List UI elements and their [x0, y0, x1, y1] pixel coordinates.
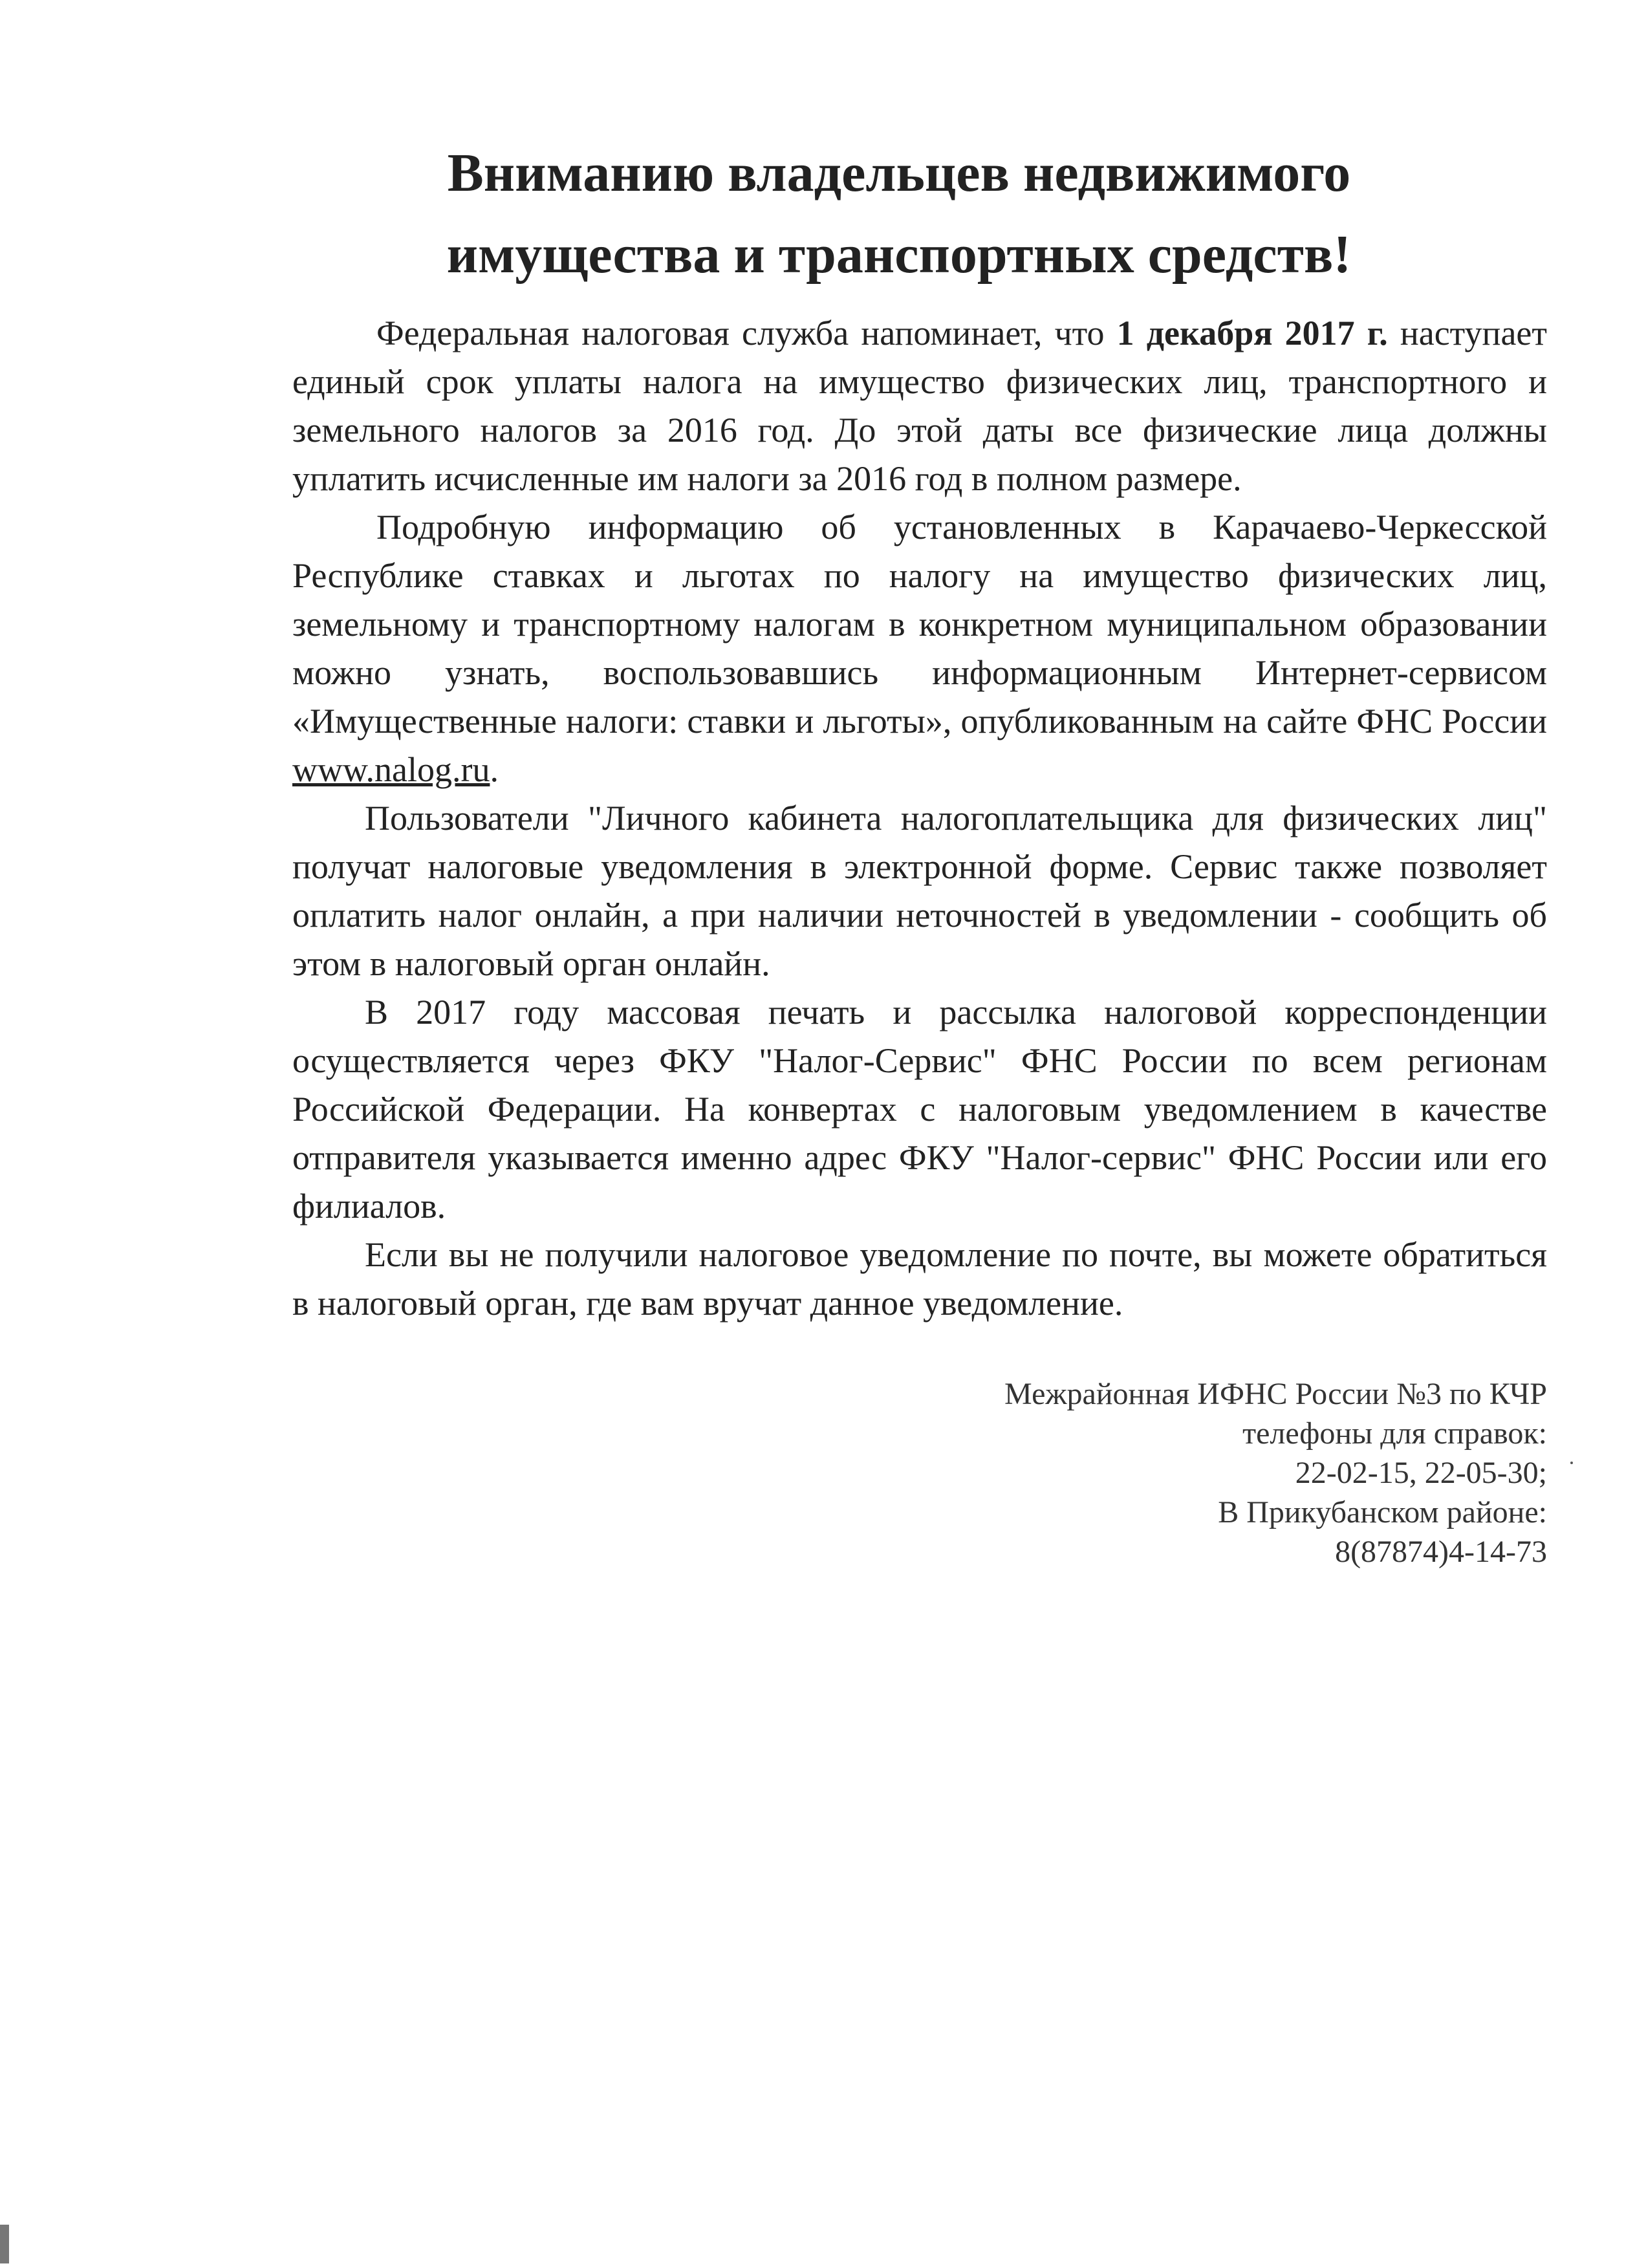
paragraph-personal-cabinet: Пользователи "Личного кабинета налогоплательщика для физических лиц" получат налоговые уведомления в электронной форме. Сервис также позволяет оплатить налог онлайн, а при наличии неточностей в уведомлении - сообщить об этом в налоговый орган онлайн.	[292, 799, 1547, 983]
rates-info-end: .	[490, 750, 499, 789]
title-line-2: имущества и транспортных средств!	[446, 224, 1352, 285]
signature-district-label: В Прикубанском районе:	[1218, 1495, 1547, 1529]
nalog-link[interactable]: www.nalog.ru	[292, 750, 490, 789]
scan-speck	[1570, 1462, 1573, 1464]
scan-edge-mark	[0, 2225, 9, 2263]
rates-info-text: Подробную информацию об установленных в Карачаево-Черкесской Республике ставках и льготах по налогу на имущество физических лиц, земельному и транспортному налогам в конкретном муниципальном образовании можно узнать, воспользовавшись информационным Интернет-сервисом «Имущественные налоги: ставки и льготы», опубликованным на сайте ФНС России	[292, 508, 1547, 740]
deadline-text-start: Федеральная налоговая служба напоминает, что	[376, 314, 1117, 352]
signature-phones: 22-02-15, 22-05-30;	[1295, 1456, 1547, 1490]
paragraph-rates-info	[292, 503, 1547, 794]
title-line-1: Вниманию владельцев недвижимого	[447, 143, 1351, 203]
signature-district-phone: 8(87874)4-14-73	[1335, 1535, 1547, 1569]
paragraph-deadline	[292, 309, 1547, 503]
signature-phones-label: телефоны для справок:	[1242, 1416, 1547, 1451]
deadline-text-end: наступает единый срок уплаты налога на имущество физических лиц, транспортного и земельного налогов за 2016 год. До этой даты все физические лица должны уплатить исчисленные им налоги за 2016 год в полном размере.	[292, 314, 1547, 498]
signature-block	[841, 1374, 1547, 1571]
document-title	[285, 133, 1513, 296]
document-body	[292, 309, 1547, 1328]
deadline-date: 1 декабря 2017 г.	[1116, 314, 1388, 352]
paragraph-no-notice: Если вы не получили налоговое уведомление по почте, вы можете обратиться в налоговый орган, где вам вручат данное уведомление.	[292, 1235, 1547, 1323]
signature-office: Межрайонная ИФНС России №3 по КЧР	[1004, 1377, 1547, 1411]
paragraph-mailing: В 2017 году массовая печать и рассылка налоговой корреспонденции осуществляется через ФКУ "Налог-Сервис" ФНС России по всем регионам Российской Федерации. На конвертах с налоговым уведомлением в качестве отправителя указывается именно адрес ФКУ "Налог-сервис" ФНС России или его филиалов.	[292, 993, 1547, 1226]
